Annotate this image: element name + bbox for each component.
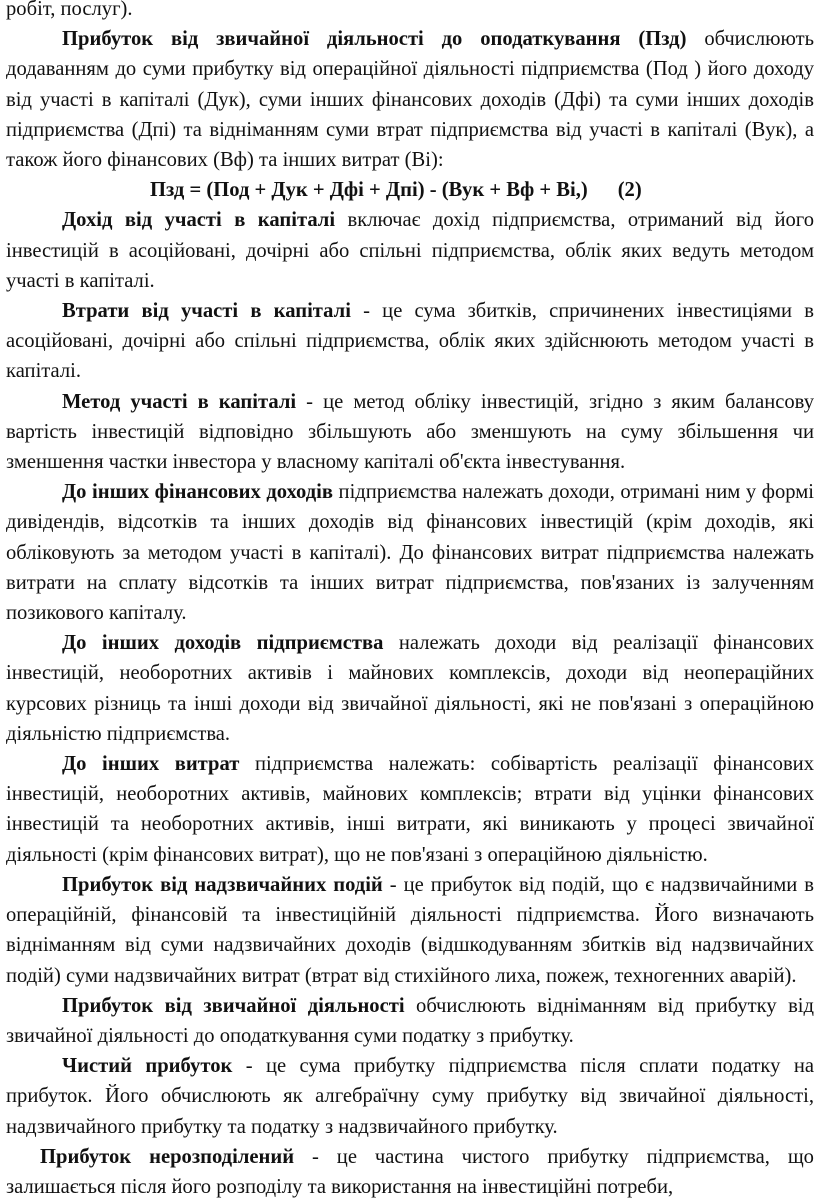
formula: [0, 175, 816, 205]
paragraph-text: - це прибуток від подій, що є надзвичайними в операційній, фінансовій та інвестиційній діяльності підприємства. Його визначають відніманням від суми надзвичайних доходів (відшкодуванням збитків від надзвичайних подій) суми надзвичайних витрат (втрат від стихійного лиха, пожеж, техногенних аварій).: [6, 873, 814, 987]
paragraph-text: - це метод обліку інвестицій, згідно з яким балансову вартість інвестицій відповідно збільшують або зменшують на суму збільшення чи зменшення частки інвестора у власному капіталі об'єкта інвестування.: [6, 390, 814, 474]
paragraph-text: - це сума прибутку підприємства після сплати податку на прибуток. Його обчислюють як алгебраїчну суму прибутку від звичайної діяльності, надзвичайного прибутку та податку з надзвичайного прибутку.: [6, 1055, 814, 1138]
paragraph-text: - це сума збитків, спричинених інвестиціями в асоційовані, дочірні або спільні підприємства, облік яких здійснюють методом участі в капіталі.: [6, 300, 814, 383]
paragraph-ordinary-profit: [0, 991, 816, 1051]
paragraph-text: включає дохід підприємства, отриманий від його інвестицій в асоційовані, дочірні або спільні підприємства, облік яких ведуть методом участі в капіталі.: [6, 209, 814, 292]
paragraph-text: робіт, послуг).: [6, 0, 133, 20]
paragraph-other-income: [0, 628, 816, 749]
formula-number: (2): [617, 179, 642, 202]
term-heading: Втрати від участі в капіталі: [62, 300, 351, 323]
paragraph-equity-method: [0, 387, 816, 478]
paragraph-text: обчислюють додаванням до суми прибутку від операційної діяльності підприємства (Под ) його доходу від участі в капіталі (Дук), суми інших фінансових доходів (Дфі) та суми інших доходів підприємства (Дпі) та відніманням суми втрат підприємства від участі в капіталі (Вук), а також його фінансових (Вф) та інших витрат (Ві):: [6, 28, 815, 172]
paragraph-text: належать доходи від реалізації фінансових інвестицій, необоротних активів і майнових комплексів, доходи від неопераційних курсових різниць та інші доходи від звичайної діяльності, які не пов'язані з операційною діяльністю підприємства.: [6, 632, 814, 745]
term-heading: Прибуток від надзвичайних подій: [62, 873, 383, 896]
term-heading: Прибуток нерозподілений: [40, 1145, 295, 1168]
paragraph-text: підприємства належать: собівартість реалізації фінансових інвестицій, необоротних активів, майнових комплексів; втрати від уцінки фінансових інвестицій та необоротних активів, інші витрати, які виникають у процесі звичайної діяльності (крім фінансових витрат), що не пов'язані з операційною діяльністю.: [6, 753, 814, 866]
term-heading: Дохід від участі в капіталі: [62, 209, 336, 232]
term-heading: Прибуток від звичайної діяльності до оподаткування (Пзд): [62, 28, 687, 51]
term-heading: До інших витрат: [62, 753, 240, 776]
term-heading: Прибуток від звичайної діяльності: [62, 994, 405, 1017]
paragraph-net-profit: [0, 1051, 816, 1142]
paragraph-text: обчислюють відніманням від прибутку від звичайної діяльності до оподаткування суми податку з прибутку.: [6, 994, 814, 1047]
term-heading: До інших фінансових доходів: [62, 481, 334, 504]
term-heading: Чистий прибуток: [62, 1055, 233, 1078]
paragraph-equity-losses: [0, 296, 816, 387]
paragraph-profit-ordinary-before-tax: [0, 24, 816, 175]
term-heading: Метод участі в капіталі: [62, 390, 297, 413]
paragraph-text: - це частина чистого прибутку підприємства, що залишається після його розподілу та використання на інвестиційні потреби,: [6, 1145, 814, 1198]
paragraph-extraordinary-profit: [0, 870, 816, 991]
formula-expression: Пзд = (Под + Дук + Дфі + Дпі) - (Вук + Вф + Ві,): [150, 179, 588, 202]
paragraph-other-financial-income: [0, 477, 816, 628]
paragraph-continuation: [0, 0, 816, 24]
paragraph-equity-income: [0, 205, 816, 296]
paragraph-text: підприємства належать доходи, отримані ним у формі дивідендів, відсотків та інших доходів від фінансових інвестицій (крім доходів, які обліковують за методом участі в капіталі). До фінансових витрат підприємства належать витрати на сплату відсотків та інших витрат підприємства, пов'язаних із залученням позикового капіталу.: [6, 481, 815, 625]
paragraph-other-expenses: [0, 749, 816, 870]
term-heading: До інших доходів підприємства: [62, 632, 384, 655]
paragraph-retained-earnings: [0, 1142, 816, 1202]
